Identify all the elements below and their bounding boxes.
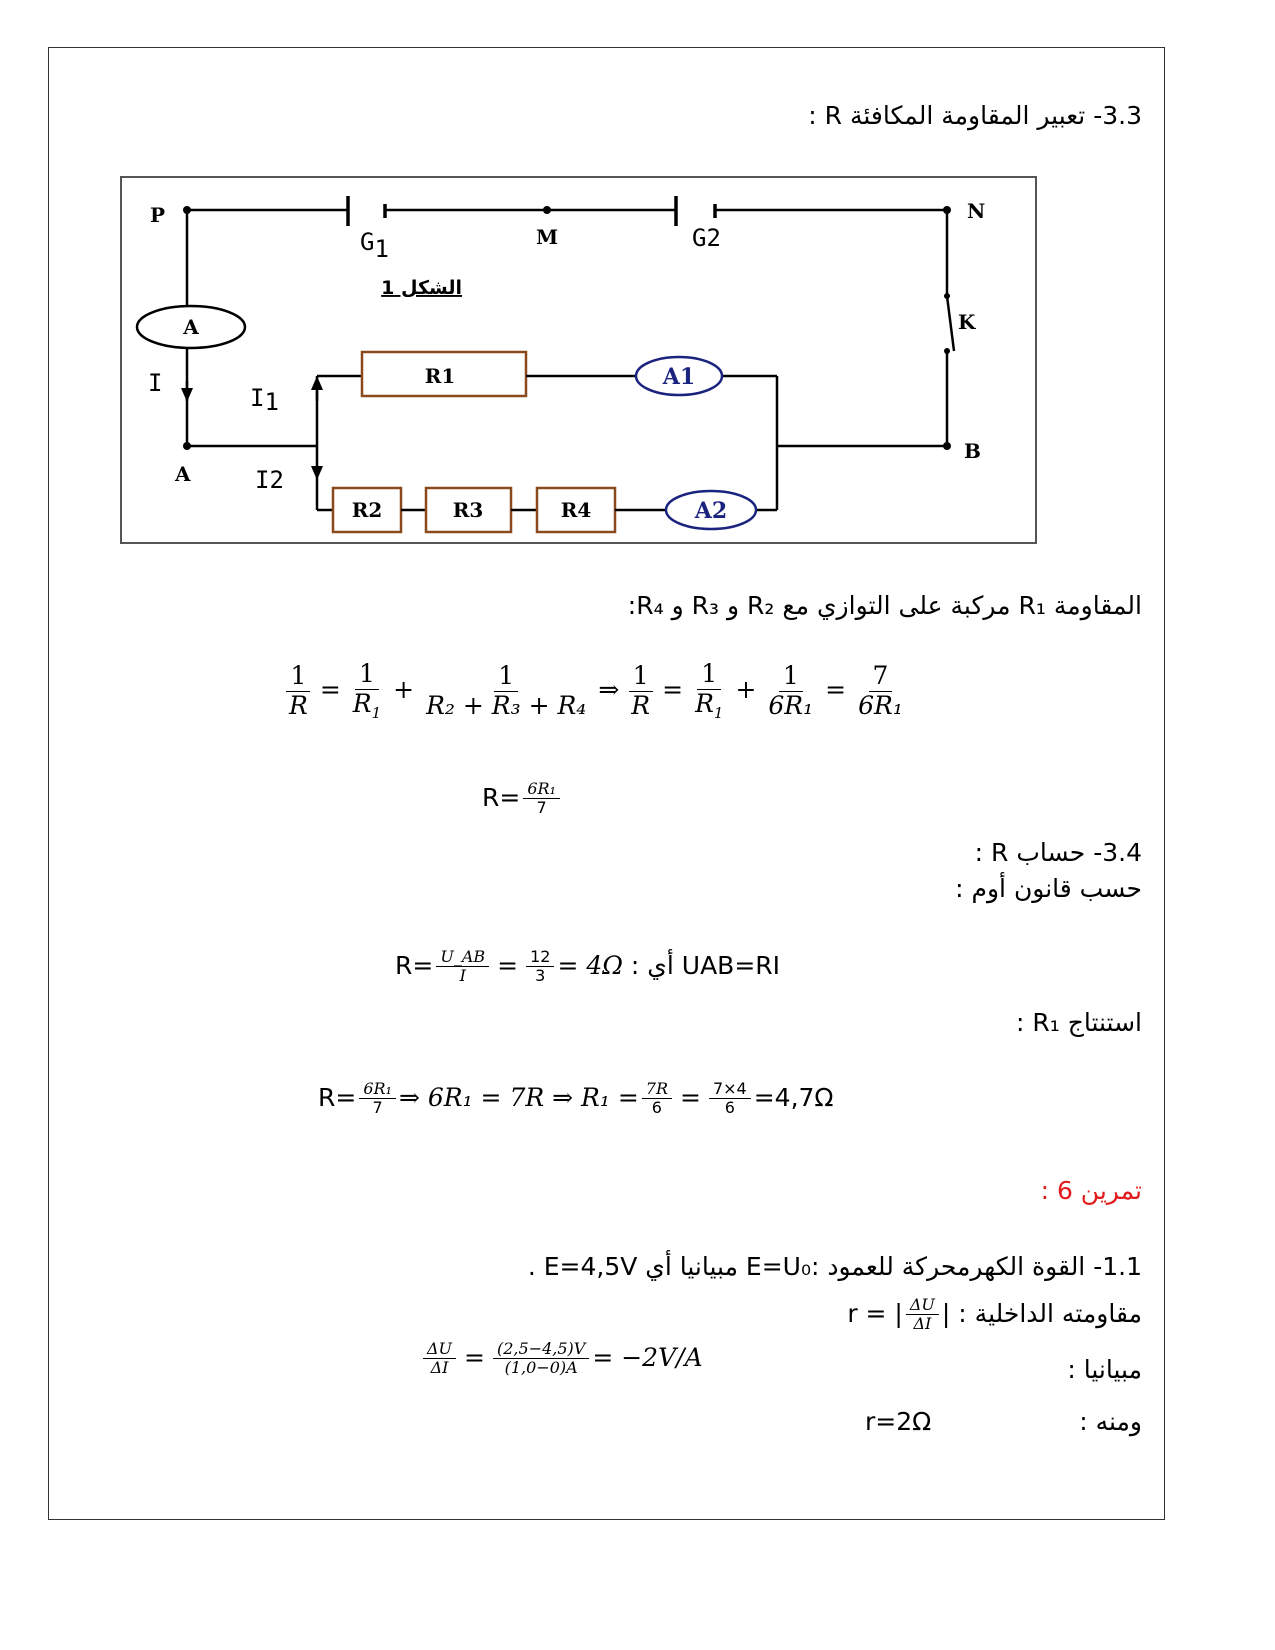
conclusion-label: ومنه :	[1079, 1407, 1142, 1436]
resistor-r1-label: R1	[424, 364, 456, 388]
ammeter-a2-label: A2	[694, 498, 728, 524]
parallel-statement: المقاومة R₁ مركبة على التوازي مع R₂ و R₃ و R₄:	[627, 591, 1142, 620]
node-n-label: N	[967, 199, 986, 223]
graph-slope-calculation: $\frac{\Delta U}{\Delta I}$ = $\frac{(2,5-4,5)V}{(1,0-0)A}$ = −2V/A	[420, 1340, 703, 1378]
section-3-3-title: 3.3- تعبير المقاومة المكافئة R :	[808, 101, 1142, 130]
section-3-4-title: 3.4- حساب R :	[974, 838, 1142, 867]
ohm-calculation: R= $\frac{U\_AB}{I}$ = $\frac{12}{3}$ = 4Ω : أي UAB=RI	[395, 947, 781, 986]
internal-resistance-label: مقاومته الداخلية : r = | $\frac{\Delta U}{\Delta I}$ |	[847, 1295, 1142, 1334]
ohm-law-label: حسب قانون أوم :	[955, 874, 1142, 903]
deduce-r1-label: استنتاج R₁ :	[1015, 1008, 1142, 1037]
switch-k-label: K	[958, 310, 976, 334]
node-m-label: M	[536, 225, 559, 249]
ex-1-1-statement: 1.1- القوة الكهرمحركة للعمود :E=U₀ مبيانيا أي E=4,5V .	[527, 1252, 1142, 1281]
r-expression: R= $\frac{\text{6R₁}}{7}$	[482, 780, 563, 818]
equivalent-resistance-equation: $\frac{1}{R}$ = $\frac{1}{R_1}$ + $\frac{1}{\text{R₂ + R₃ + R₄}}$ ⇒ $\frac{1}{R}$ = $\frac{1}{R_1}$ + $\frac{1}{\text{6R₁}}$ = $\frac{7}{\text{6R₁}}$	[282, 660, 910, 722]
resistor-r2-label: R2	[351, 498, 383, 522]
conclusion-value: r=2Ω	[865, 1407, 932, 1436]
ammeter-main-label: A	[183, 315, 199, 339]
current-i1-label: I1	[250, 384, 279, 416]
node-b-label: B	[964, 439, 981, 463]
resistor-r3-label: R3	[452, 498, 484, 522]
node-a-label: A	[175, 462, 191, 486]
r1-calculation: R= $\frac{\text{6R₁}}{7}$ ⇒ 6R₁ = 7R ⇒ R₁ = $\frac{7R}{6}$ = $\frac{7\times 4}{6}$ =4,7Ω	[318, 1079, 834, 1118]
current-i-label: I	[148, 369, 163, 397]
circuit-diagram	[120, 176, 1037, 544]
graph-label: مبيانيا :	[1067, 1355, 1142, 1384]
node-p-label: P	[150, 203, 166, 227]
generator-g2-label: G2	[692, 224, 721, 252]
generator-g1-label: G1	[360, 228, 389, 263]
resistor-r4-label: R4	[560, 498, 592, 522]
ammeter-a1-label: A1	[662, 364, 696, 390]
current-i2-label: I2	[255, 466, 284, 494]
figure-label: الشكل 1	[381, 277, 462, 299]
exercise-6-title: تمرين 6 :	[1040, 1176, 1142, 1205]
